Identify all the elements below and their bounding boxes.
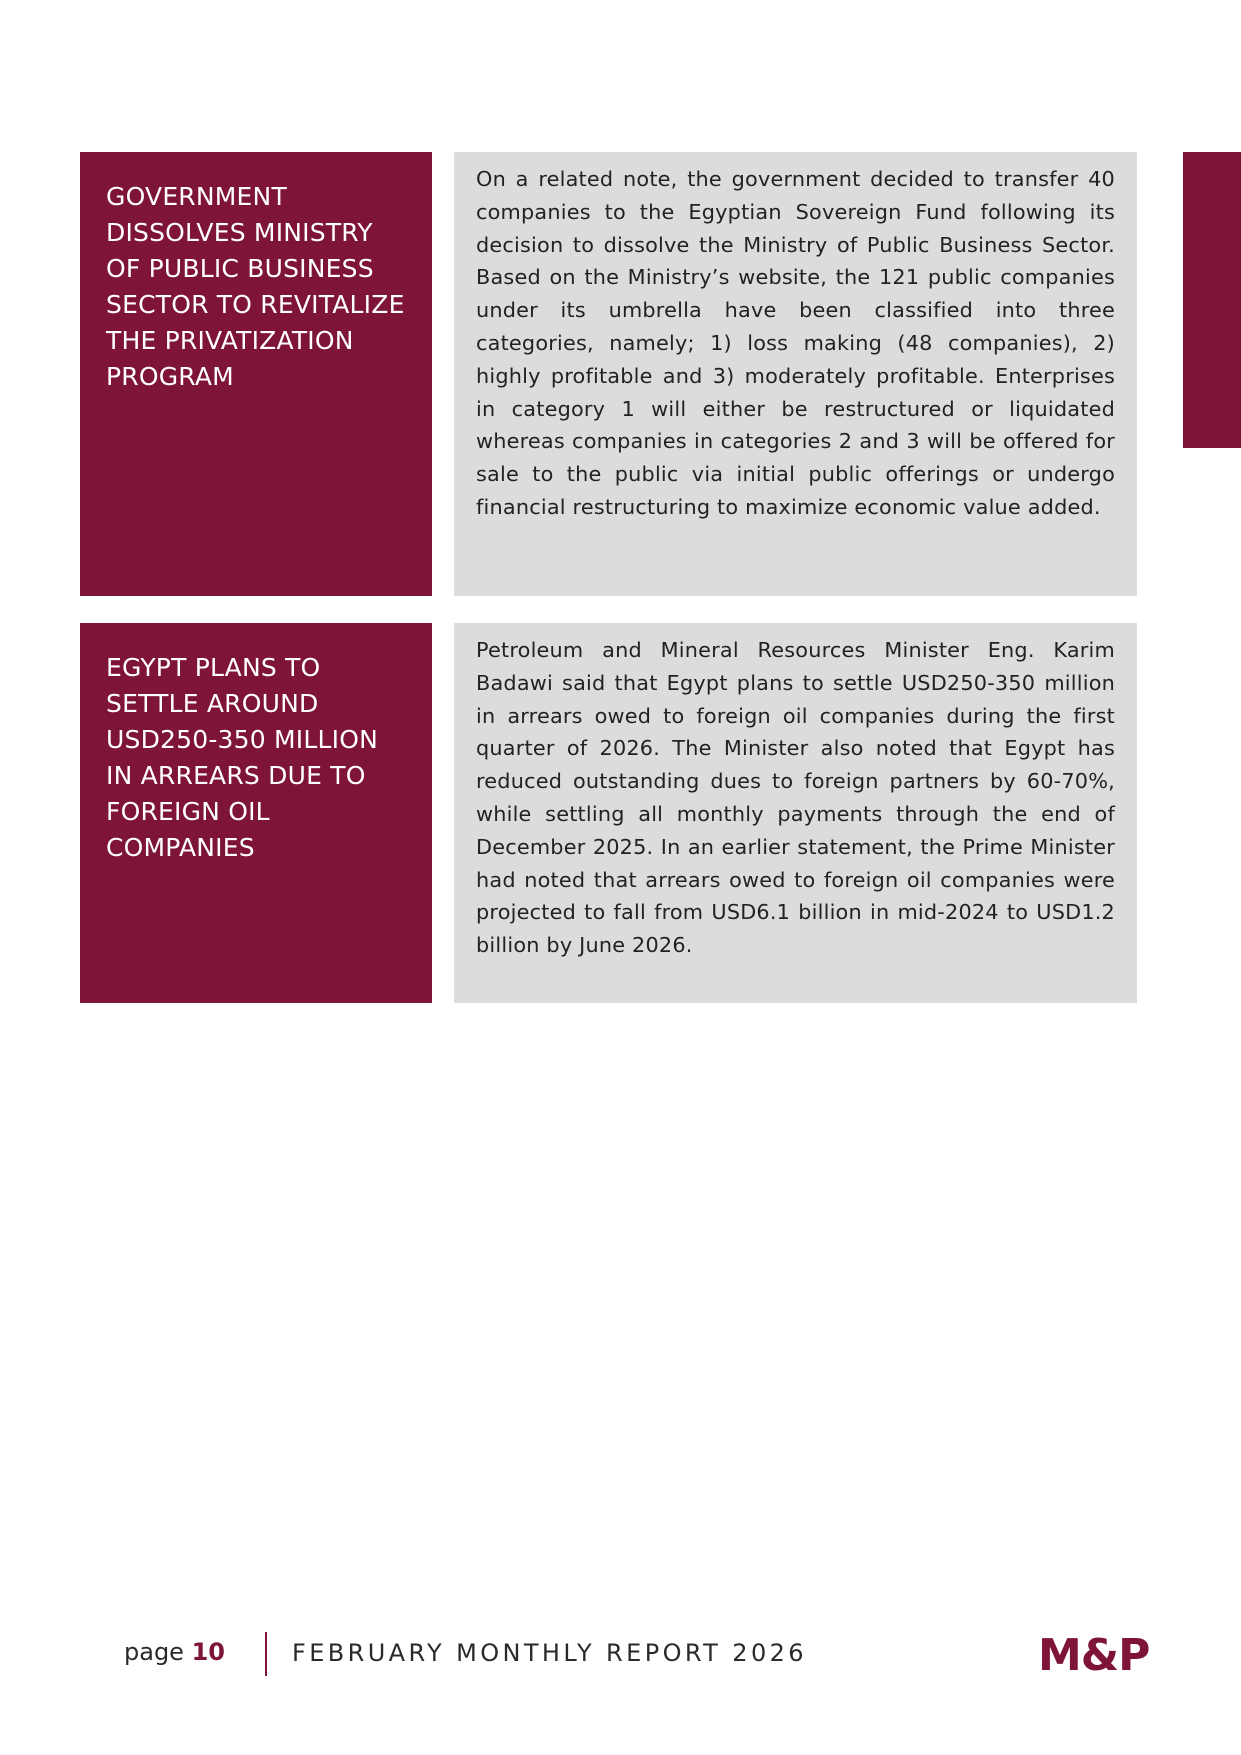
page-prefix: page bbox=[124, 1638, 184, 1666]
article-headline-box bbox=[80, 152, 432, 596]
article-headline-box bbox=[80, 623, 432, 1003]
article-headline: EGYPT PLANS TO SETTLE AROUND USD250-350 MILLION IN ARREARS DUE TO FOREIGN OIL COMPANIES bbox=[106, 653, 378, 862]
article-body: On a related note, the government decided to transfer 40 companies to the Egyptian Sovereign Fund following its decision to dissolve the Ministry of Public Business Sector. Based on the Ministry’s website, the 121 public companies under its umbrella have been classified into three categories, namely; 1) loss making (48 companies), 2) highly profitable and 3) moderately profitable. Enterprises in category 1 will either be restructured or liquidated whereas companies in categories 2 and 3 will be offered for sale to the public via initial public offerings or undergo financial restructuring to maximize economic value added. bbox=[476, 167, 1115, 519]
article-row-2 bbox=[80, 623, 1137, 1003]
footer-divider bbox=[265, 1632, 267, 1676]
article-body-box bbox=[454, 623, 1137, 1003]
article-row-1 bbox=[80, 152, 1137, 596]
page-footer bbox=[0, 1630, 1241, 1680]
page-number: 10 bbox=[191, 1638, 225, 1666]
side-accent-tab bbox=[1183, 152, 1241, 448]
article-headline: GOVERNMENT DISSOLVES MINISTRY OF PUBLIC BUSINESS SECTOR TO REVITALIZE THE PRIVATIZATION PROGRAM bbox=[106, 182, 405, 391]
page-number-label bbox=[124, 1638, 225, 1666]
article-body: Petroleum and Mineral Resources Minister Eng. Karim Badawi said that Egypt plans to settle USD250-350 million in arrears owed to foreign oil companies during the first quarter of 2026. The Minister also noted that Egypt has reduced outstanding dues to foreign partners by 60-70%, while settling all monthly payments through the end of December 2025. In an earlier statement, the Prime Minister had noted that arrears owed to foreign oil companies were projected to fall from USD6.1 billion in mid-2024 to USD1.2 billion by June 2026. bbox=[476, 638, 1115, 958]
article-body-box bbox=[454, 152, 1137, 596]
report-title: FEBRUARY MONTHLY REPORT 2026 bbox=[292, 1639, 807, 1667]
brand-logo: M&P bbox=[1038, 1630, 1150, 1681]
